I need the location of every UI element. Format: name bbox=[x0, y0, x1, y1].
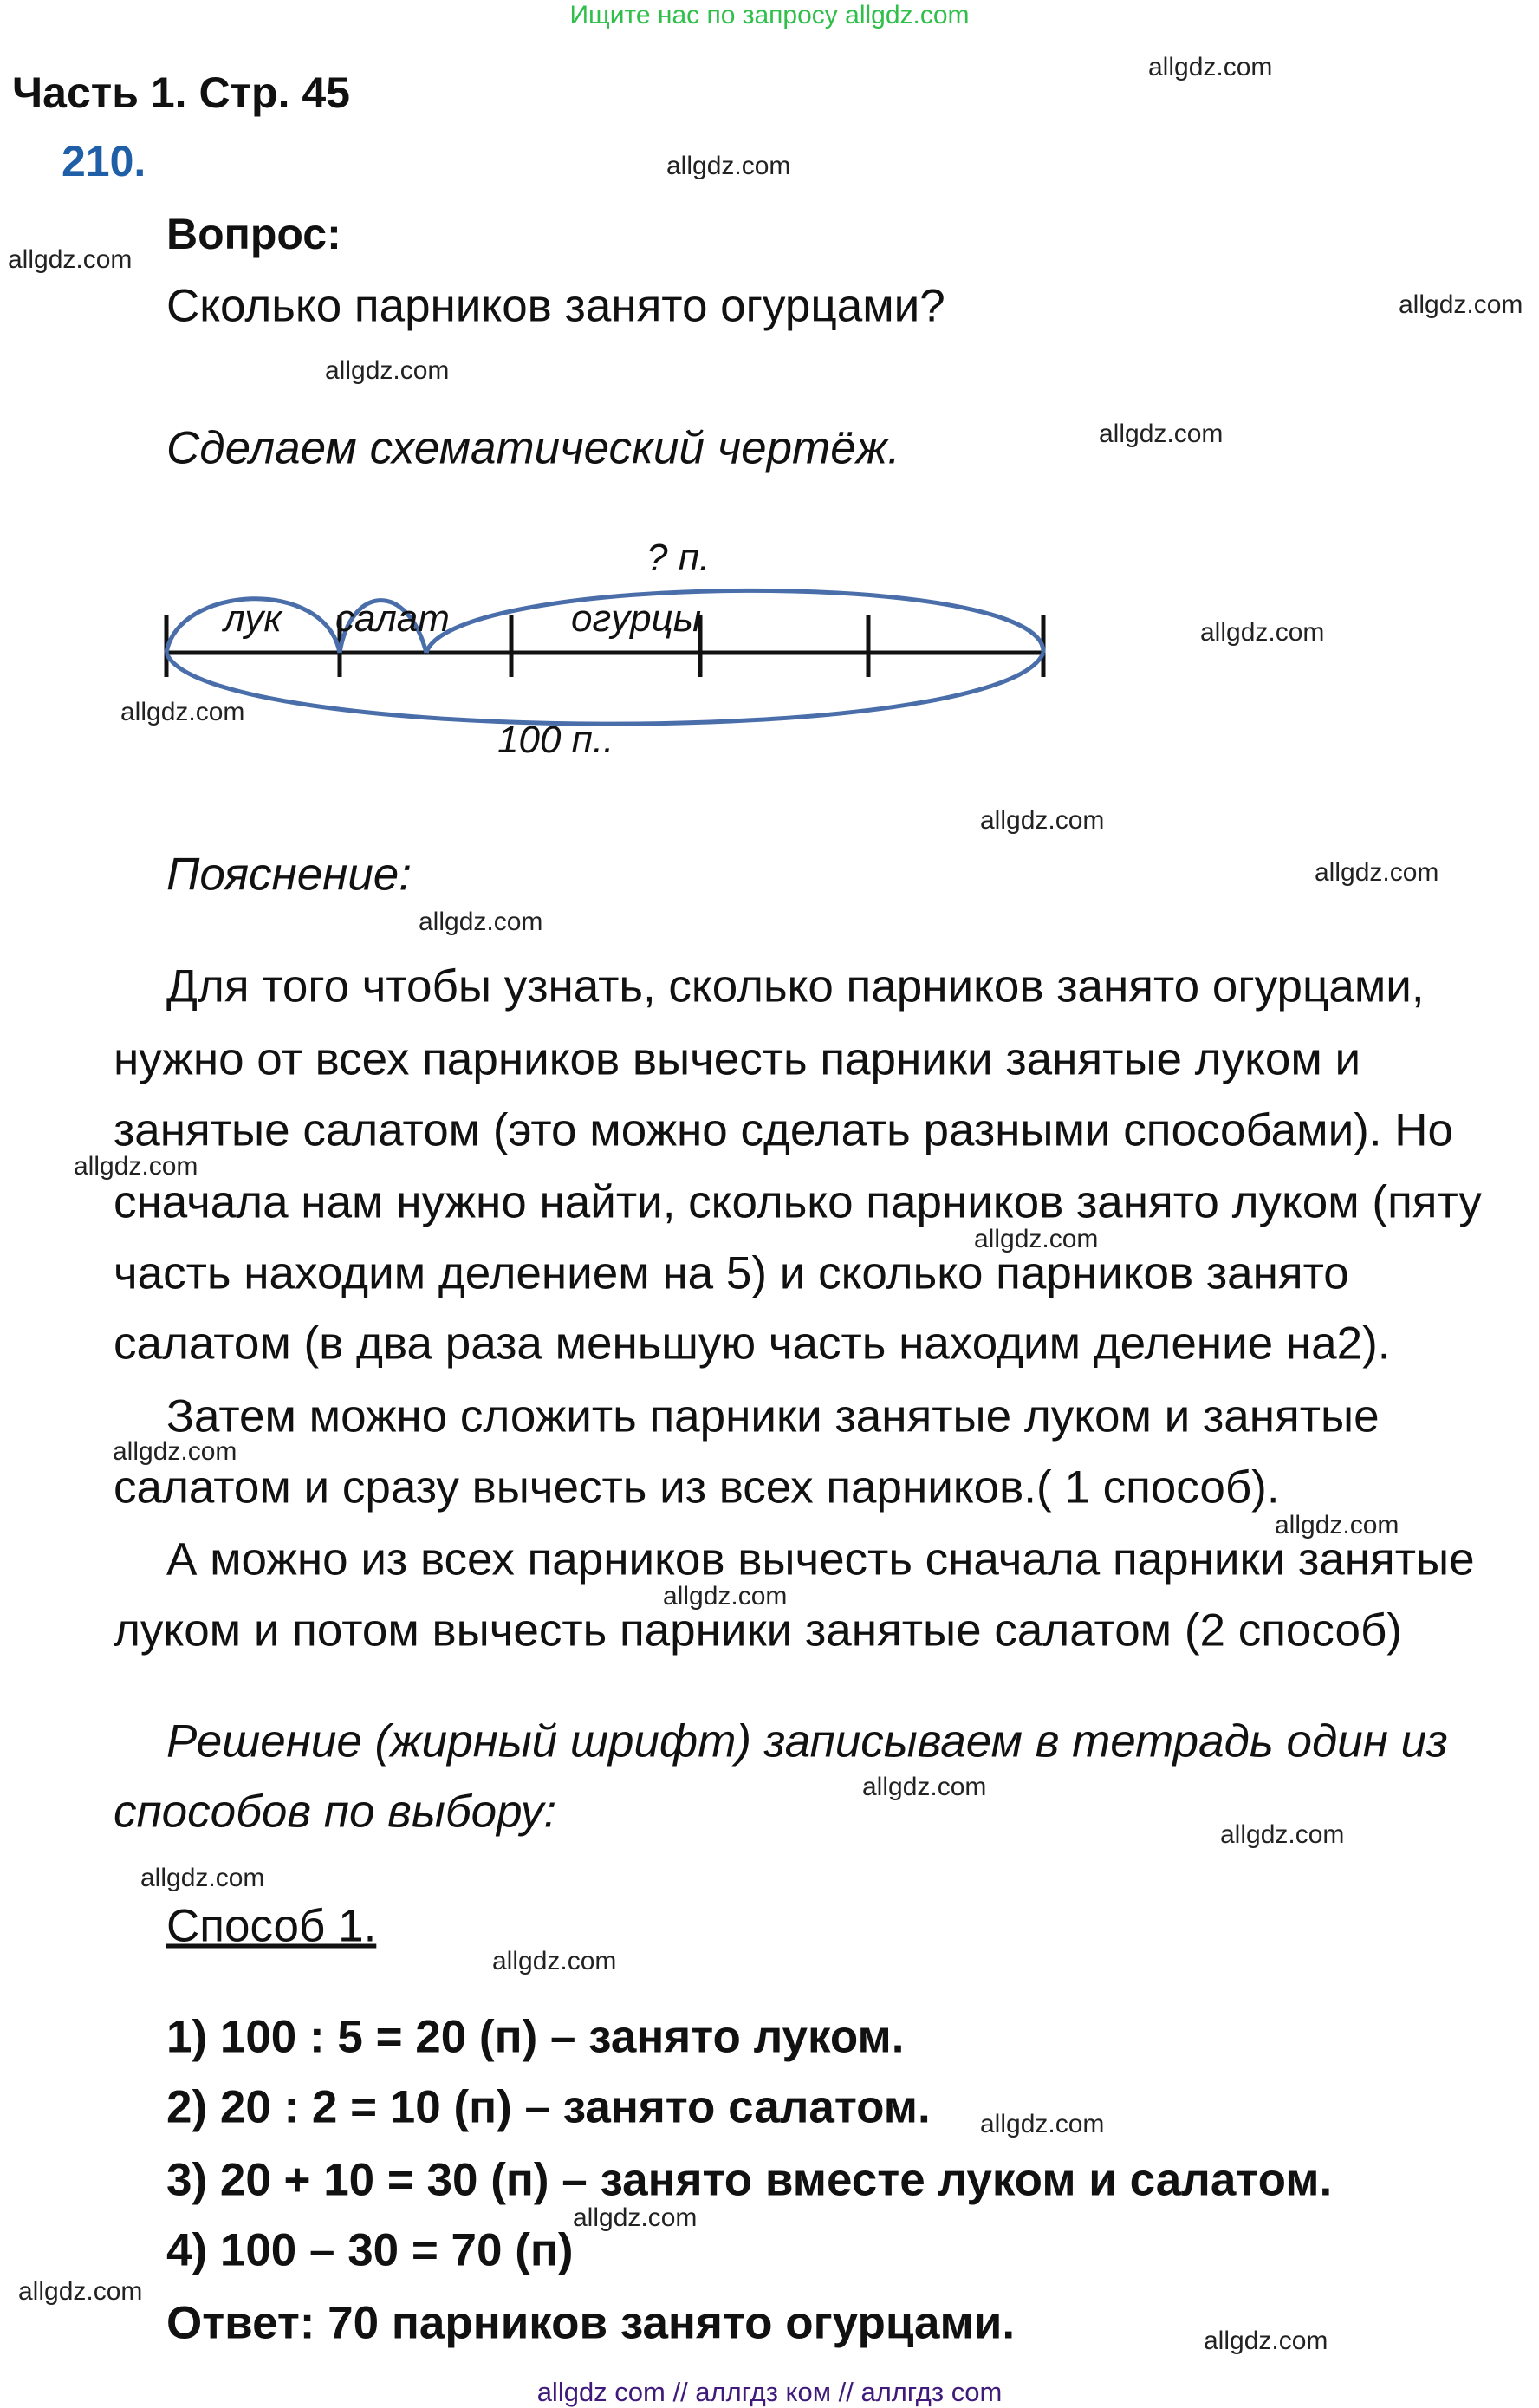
watermark: allgdz.com bbox=[325, 356, 450, 385]
watermark: allgdz.com bbox=[1148, 53, 1273, 81]
question-label: Вопрос: bbox=[166, 210, 341, 258]
watermark: allgdz.com bbox=[1099, 420, 1224, 448]
solution-step: 1) 100 : 5 = 20 (п) – занято луком. bbox=[166, 2011, 905, 2063]
explanation-line: салатом (в два раза меньшую часть находим деление на2). bbox=[114, 1318, 1391, 1370]
watermark: allgdz.com bbox=[974, 1225, 1099, 1253]
watermark: allgdz.com bbox=[1200, 618, 1325, 647]
arc-ogurtsy bbox=[426, 590, 1043, 653]
explanation-line: занятые салатом (это можно сделать разными способами). Но bbox=[114, 1104, 1454, 1156]
label-salat: салат bbox=[335, 597, 450, 640]
explanation-line: Затем можно сложить парники занятые луком и занятые bbox=[166, 1390, 1380, 1442]
page-heading: Часть 1. Стр. 45 bbox=[12, 68, 350, 117]
answer: Ответ: 70 парников занято огурцами. bbox=[166, 2297, 1016, 2349]
watermark: allgdz.com bbox=[980, 2110, 1105, 2138]
schematic-intro: Сделаем схематический чертёж. bbox=[166, 422, 900, 474]
solution-intro: способов по выбору: bbox=[114, 1786, 557, 1838]
watermark: allgdz.com bbox=[663, 1582, 788, 1611]
label-ogurtsy: огурцы bbox=[571, 597, 702, 640]
search-banner[interactable]: Ищите нас по запросу allgdz.com bbox=[569, 1, 970, 29]
watermark: allgdz.com bbox=[18, 2277, 143, 2306]
label-luk: лук bbox=[224, 597, 282, 640]
solution-step: 3) 20 + 10 = 30 (п) – занято вместе луком и салатом. bbox=[166, 2154, 1333, 2206]
watermark: allgdz.com bbox=[573, 2203, 698, 2232]
watermark: allgdz.com bbox=[862, 1773, 987, 1801]
explanation-line: сначала нам нужно найти, сколько парников занято луком (пяту bbox=[114, 1176, 1482, 1228]
label-question: ? п. bbox=[646, 537, 711, 579]
watermark: allgdz.com bbox=[980, 806, 1105, 835]
arc-total bbox=[166, 653, 1043, 724]
explanation-line: А можно из всех парников вычесть сначала парники занятые bbox=[166, 1533, 1475, 1585]
watermark: allgdz.com bbox=[1399, 290, 1523, 319]
explanation-line: часть находим делением на 5) и сколько парников занято bbox=[114, 1247, 1349, 1299]
watermark: allgdz.com bbox=[1275, 1511, 1399, 1539]
explanation-line: нужно от всех парников вычесть парники занятые луком и bbox=[114, 1033, 1361, 1085]
explanation-line: салатом и сразу вычесть из всех парников.( 1 способ). bbox=[114, 1461, 1280, 1513]
watermark: allgdz.com bbox=[492, 1947, 617, 1975]
watermark: allgdz.com bbox=[1315, 858, 1439, 887]
method-title: Способ 1. bbox=[166, 1900, 377, 1952]
footer-links[interactable]: allgdz com // аллгдз ком // аллгдз com bbox=[536, 2377, 1003, 2407]
label-total: 100 п.. bbox=[497, 719, 614, 761]
question-text: Сколько парников занято огурцами? bbox=[166, 280, 945, 332]
watermark: allgdz.com bbox=[8, 245, 133, 274]
watermark: allgdz.com bbox=[74, 1152, 198, 1181]
watermark: allgdz.com bbox=[1220, 1820, 1345, 1849]
solution-step: 2) 20 : 2 = 10 (п) – занято салатом. bbox=[166, 2081, 931, 2133]
watermark: allgdz.com bbox=[1204, 2327, 1328, 2355]
solution-step: 4) 100 – 30 = 70 (п) bbox=[166, 2224, 574, 2276]
watermark: allgdz.com bbox=[140, 1864, 265, 1892]
explanation-label: Пояснение: bbox=[166, 849, 412, 901]
explanation-line: луком и потом вычесть парники занятые салатом (2 способ) bbox=[114, 1604, 1402, 1656]
watermark: allgdz.com bbox=[419, 908, 543, 936]
watermark: allgdz.com bbox=[120, 698, 245, 726]
schematic-diagram bbox=[130, 520, 1083, 780]
explanation-line: Для того чтобы узнать, сколько парников занято огурцами, bbox=[166, 960, 1425, 1012]
watermark: allgdz.com bbox=[113, 1437, 237, 1466]
exercise-number: 210. bbox=[62, 137, 146, 185]
watermark: allgdz.com bbox=[666, 152, 791, 180]
solution-intro: Решение (жирный шрифт) записываем в тетрадь один из bbox=[166, 1715, 1448, 1767]
